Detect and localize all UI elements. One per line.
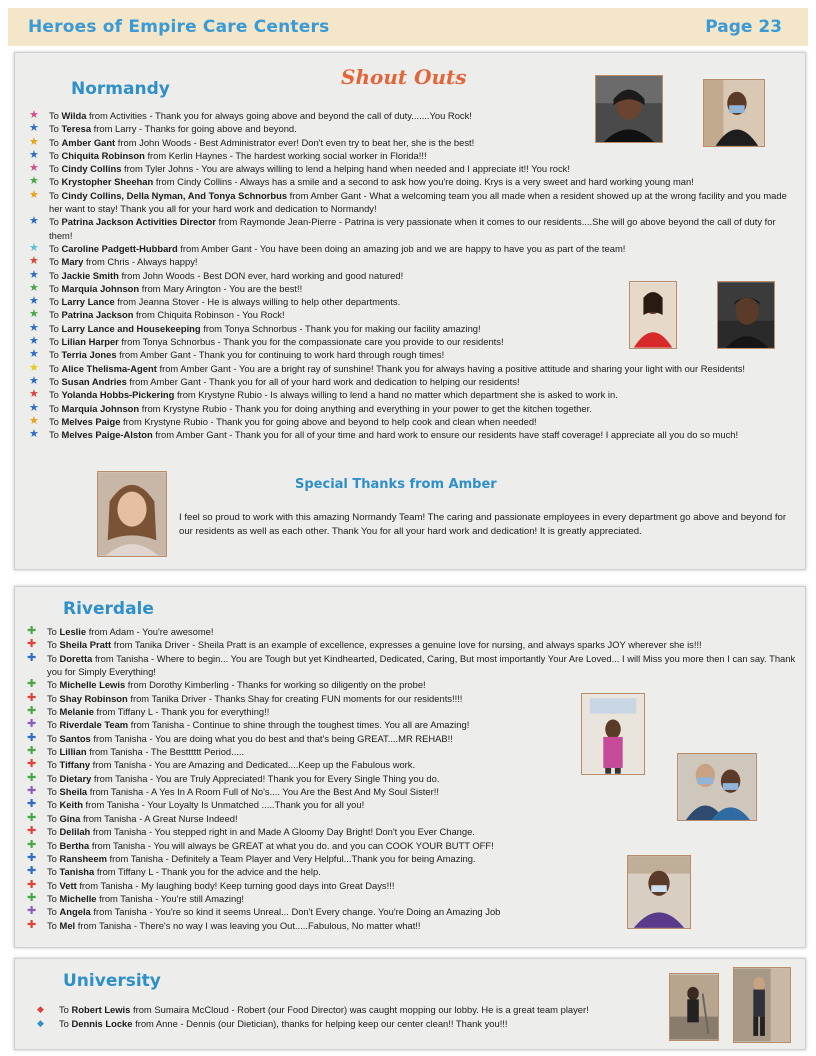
recipient-name: Melves Paige-Alston (61, 429, 153, 441)
recipient-name: Keith (59, 799, 83, 811)
recipient-name: Sheila (59, 786, 88, 798)
bullet-icon: ★ (29, 374, 39, 387)
recipient-name: Mary (61, 256, 84, 268)
bullet-icon: ✚ (27, 678, 37, 691)
page-number: Page 23 (705, 17, 782, 37)
recipient-name: Alice Thelisma-Agent (61, 362, 157, 374)
newsletter-title: Heroes of Empire Care Centers (28, 17, 330, 37)
shoutout-item (27, 162, 793, 175)
bullet-icon: ✚ (27, 718, 37, 731)
shoutout-text: from Amber Gant - You are a bright ray of sunshine! Thank you for always having a positive attitude and sharing your light with our Residents! (156, 362, 746, 374)
shoutout-text: To (49, 375, 62, 387)
shoutout-item (27, 402, 793, 415)
shoutout-text: To (47, 692, 60, 704)
shoutout-text: To (47, 719, 60, 731)
shoutout-item (27, 282, 793, 295)
shoutout-text: To (49, 149, 62, 161)
bullet-icon: ★ (29, 295, 39, 308)
shoutout-text: from Krystyne Rubio - Thank you for going above and beyond to help cook and clean when needed! (120, 415, 537, 427)
shoutout-item (27, 269, 793, 282)
shoutout-text: To (49, 389, 62, 401)
bullet-icon: ★ (29, 255, 39, 268)
shoutout-text: To (47, 746, 60, 758)
shoutout-text: from Tanisha - You're so kind it seems Unreal... Don't Every change. You're Doing an Amazing Job (90, 906, 501, 918)
shoutout-item (27, 388, 793, 401)
shoutout-text: To (59, 1004, 72, 1015)
shoutout-text: from Amber Gant - Thank you for all of your hard work and dedication to helping our residents! (126, 375, 520, 387)
recipient-name: Cindy Collins (61, 163, 122, 175)
bullet-icon: ✚ (27, 638, 37, 651)
bullet-icon: ✚ (27, 625, 37, 637)
bullet-icon: ★ (29, 388, 39, 401)
shoutout-item (27, 375, 793, 388)
shoutout-text: from Amber Gant - You have been doing an amazing job and we are happy to have you as part of the team! (177, 242, 626, 254)
bullet-icon: ✚ (27, 651, 37, 664)
shoutout-text: To (47, 839, 60, 851)
bullet-icon: ★ (29, 135, 39, 148)
shoutout-text: To (49, 242, 62, 254)
recipient-name: Mel (59, 919, 76, 931)
shoutout-item (25, 825, 801, 838)
recipient-name: Caroline Padgett-Hubbard (61, 242, 178, 254)
shoutout-text: To (47, 879, 60, 891)
shoutout-text: from Mary Arington - You are the best!! (139, 282, 303, 294)
shoutout-text: from John Woods - Best Administrator ever! Don't even try to beat her, she is the best! (115, 136, 475, 148)
university-title: University (63, 971, 161, 991)
recipient-name: Bertha (59, 839, 90, 851)
shoutout-item (27, 308, 793, 321)
recipient-name: Shay Robinson (59, 692, 128, 704)
shoutout-text: from Tyler Johns - You are always willing to lend a helping hand when needed and I appreciate it!! You rock! (121, 163, 570, 175)
shoutout-text: To (49, 176, 62, 188)
shoutout-item (27, 322, 793, 335)
special-thanks-text: I feel so proud to work with this amazing Normandy Team! The caring and passionate employees in every department go above and beyond for our residents as well as each other. Thank You for all your hard work and dedication! It is greatly appreciated. (179, 512, 787, 537)
recipient-name: Terria Jones (61, 349, 117, 361)
shoutout-text: from Tanisha - There's no way I was leaving you Out.....Fabulous, No matter what!! (75, 919, 421, 931)
shoutout-text: To (47, 866, 60, 878)
bullet-icon: ★ (29, 215, 39, 228)
recipient-name: Lillian (59, 746, 87, 758)
shoutout-text: To (49, 429, 62, 441)
shoutout-item (27, 149, 793, 162)
recipient-name: Melanie (59, 706, 94, 718)
recipient-name: Vett (59, 879, 77, 891)
shoutout-text: from Tanisha - A Yes In A Room Full of No's.... You Are the Best And My Soul Sister!! (87, 786, 439, 798)
shoutout-text: from Larry - Thanks for going above and beyond. (91, 123, 297, 135)
shoutout-item (27, 175, 793, 188)
shoutout-item (25, 705, 801, 718)
bullet-icon: ✚ (27, 758, 37, 771)
staff-photo (733, 967, 791, 1043)
shoutout-item (27, 428, 793, 441)
shoutout-item (27, 415, 793, 428)
bullet-icon: ★ (29, 162, 39, 175)
shoutout-text: from John Woods - Best DON ever, hard working and good natured! (118, 269, 404, 281)
shoutout-text: To (49, 256, 62, 268)
recipient-name: Gina (59, 812, 81, 824)
shoutout-text: from Tanisha - You stepped right in and Made A Gloomy Day Bright! Don't you Ever Change. (90, 826, 475, 838)
bullet-icon: ★ (29, 321, 39, 334)
bullet-icon: ★ (29, 241, 39, 254)
shoutout-text: from Tanisha - You are Amazing and Dedicated....Keep up the Fabulous work. (90, 759, 416, 771)
staff-photo (669, 973, 719, 1041)
shoutout-text: To (47, 772, 60, 784)
shoutout-text: To (47, 799, 60, 811)
bullet-icon: ✚ (27, 905, 37, 918)
bullet-icon: ★ (29, 148, 39, 161)
recipient-name: Lilian Harper (61, 336, 119, 348)
shoutout-item (27, 242, 793, 255)
shoutout-text: To (49, 110, 62, 121)
shoutout-text: To (47, 706, 60, 718)
recipient-name: Riverdale Team (59, 719, 129, 731)
recipient-name: Cindy Collins, Della Nyman, And Tonya Schnorbus (61, 189, 288, 201)
shoutout-text: from Tiffany L - Thank you for the advice and the help. (94, 866, 321, 878)
shoutout-text: from Tanisha - You will always be GREAT at what you do. and you can COOK YOUR BUTT OFF! (89, 839, 494, 851)
bullet-icon: ★ (29, 401, 39, 414)
shoutout-item (25, 678, 801, 691)
recipient-name: Susan Andries (61, 375, 127, 387)
shoutout-item (27, 215, 793, 242)
shoutout-text: from Tanisha - Definitely a Team Player and Very Helpful...Thank you for being Amazing. (106, 852, 476, 864)
shoutout-text: from Kerlin Haynes - The hardest working social worker in Florida!!! (144, 149, 427, 161)
shoutout-text: To (47, 786, 60, 798)
recipient-name: Santos (59, 732, 91, 744)
recipient-name: Melves Paige (61, 415, 121, 427)
amber-photo (97, 471, 167, 557)
shoutout-text: To (49, 296, 62, 308)
recipient-name: Doretta (59, 652, 93, 664)
bullet-icon: ✚ (27, 731, 37, 744)
shoutout-text: To (59, 1018, 72, 1029)
bullet-icon: ★ (29, 188, 39, 201)
bullet-icon: ★ (29, 109, 39, 121)
shoutout-text: To (49, 322, 62, 334)
shoutout-item (33, 1003, 673, 1017)
recipient-name: Teresa (61, 123, 92, 135)
recipient-name: Angela (59, 906, 91, 918)
shoutout-text: To (49, 123, 62, 135)
shoutout-text: from Tanisha - My laughing body! Keep turning good days into Great Days!!! (76, 879, 395, 891)
shoutout-item (33, 1017, 673, 1031)
shoutout-text: To (49, 402, 62, 414)
shoutout-item (25, 732, 801, 745)
shoutout-text: from Tanisha - You are Truly Appreciated! Thank you for Every Single Thing you do. (91, 772, 440, 784)
shoutout-text: To (49, 136, 62, 148)
recipient-name: Wilda (61, 110, 87, 121)
recipient-name: Tanisha (59, 866, 95, 878)
bullet-icon: ★ (29, 335, 39, 348)
shoutout-text: To (47, 919, 60, 931)
shoutout-text: from Tanika Driver - Thanks Shay for creating FUN moments for our residents!!!! (127, 692, 463, 704)
bullet-icon: ✚ (27, 865, 37, 878)
shoutout-text: from Tanisha - Continue to shine through the toughest times. You all are Amazing! (128, 719, 470, 731)
shoutout-text: To (47, 826, 60, 838)
shoutout-text: To (49, 269, 62, 281)
bullet-icon: ✚ (27, 811, 37, 824)
recipient-name: Jackie Smith (61, 269, 119, 281)
shoutout-text: from Tonya Schnorbus - Thank you for the compassionate care you provide to our residents! (118, 336, 504, 348)
shoutout-text: from Tiffany L - Thank you for everything!! (93, 706, 270, 718)
recipient-name: Chiquita Robinson (61, 149, 145, 161)
recipient-name: Krystopher Sheehan (61, 176, 154, 188)
bullet-icon: ★ (29, 348, 39, 361)
shoutout-text: To (47, 812, 60, 824)
recipient-name: Patrina Jackson (61, 309, 134, 321)
staff-photo (581, 693, 645, 775)
recipient-name: Marquia Johnson (61, 282, 140, 294)
shoutout-text: To (49, 216, 62, 228)
shoutout-item (27, 136, 793, 149)
shoutout-text: from Krystyne Rubio - Is always willing to lend a hand no matter which department she is asked to work in. (174, 389, 618, 401)
shoutout-text: from Amber Gant - Thank you for all of your time and hard work to ensure our residents have staff coverage! I appreciate all you do so much! (152, 429, 739, 441)
recipient-name: Larry Lance (61, 296, 115, 308)
recipient-name: Dietary (59, 772, 92, 784)
recipient-name: Marquia Johnson (61, 402, 140, 414)
shoutout-item (25, 625, 801, 638)
normandy-shoutout-list (27, 109, 793, 441)
shoutout-text: from Tanisha - You are doing what you do best and that's being GREAT....MR REHAB!! (90, 732, 453, 744)
recipient-name: Larry Lance and Housekeeping (61, 322, 201, 334)
staff-photo (627, 855, 691, 929)
shoutout-text: To (47, 626, 60, 637)
bullet-icon: ★ (29, 175, 39, 188)
bullet-icon: ✚ (27, 918, 37, 931)
shoutout-text: from Tanisha - The Bestttttt Period..... (86, 746, 245, 758)
shoutout-text: from Adam - You're awesome! (86, 626, 214, 637)
shoutout-text: To (47, 652, 60, 664)
shoutout-item (27, 189, 793, 216)
shoutout-text: To (47, 759, 60, 771)
bullet-icon: ✚ (27, 771, 37, 784)
shoutout-item (27, 335, 793, 348)
bullet-icon: ★ (29, 414, 39, 427)
shoutout-item (27, 109, 793, 122)
shoutout-text: To (47, 906, 60, 918)
university-panel (14, 958, 806, 1050)
normandy-title: Normandy (71, 79, 170, 99)
shoutout-text: from Tanisha - Where to begin... You are Tough but yet Kindhearted, Dedicated, Caring, But most importantly Your Are Loved... I will Miss you more then I can say. Thank you for Simply Everything! (47, 652, 796, 678)
shoutout-text: To (49, 349, 62, 361)
riverdale-panel (14, 586, 806, 948)
shoutout-item (25, 638, 801, 651)
shoutout-text: To (47, 852, 60, 864)
recipient-name: Delilah (59, 826, 91, 838)
recipient-name: Michelle (59, 892, 97, 904)
shoutout-item (25, 652, 801, 679)
bullet-icon: ✚ (27, 838, 37, 851)
shoutout-text: To (49, 415, 62, 427)
shoutout-text: from Activities - Thank you for always going above and beyond the call of duty.......You Rock! (86, 110, 472, 121)
shoutout-text: from Tanisha - A Great Nurse Indeed! (80, 812, 238, 824)
bullet-icon: ★ (29, 281, 39, 294)
shoutout-text: from Tanisha - Your Loyalty Is Unmatched .....Thank you for all you! (82, 799, 365, 811)
shoutout-text: To (47, 732, 60, 744)
shoutout-text: from Amber Gant - What a welcoming team you all made when a resident showed up at the wrong facility and you made her want to stay! Thank you all for your hard work and dedication to Normandy! (49, 189, 787, 215)
shout-outs-title: Shout Outs (341, 65, 467, 89)
shoutout-text: from Raymonde Jean-Pierre - Patrina is very passionate when it comes to our residents....She will go above beyond the call of duty for them! (49, 216, 776, 241)
bullet-icon: ★ (29, 268, 39, 281)
shoutout-text: To (47, 892, 60, 904)
riverdale-title: Riverdale (63, 599, 154, 619)
bullet-icon: ✚ (27, 798, 37, 811)
shoutout-item (25, 692, 801, 705)
shoutout-text: from Krystyne Rubio - Thank you for doing anything and everything in your power to get the kitchen together. (139, 402, 592, 414)
bullet-icon: ✚ (27, 878, 37, 891)
bullet-icon: ★ (29, 122, 39, 135)
recipient-name: Yolanda Hobbs-Pickering (61, 389, 175, 401)
bullet-icon: ◆ (37, 1018, 44, 1028)
shoutout-text: from Jeanna Stover - He is always willing to help other departments. (114, 296, 401, 308)
bullet-icon: ◆ (37, 1004, 44, 1014)
shoutout-item (25, 718, 801, 731)
shoutout-text: from Chris - Always happy! (83, 256, 198, 268)
shoutout-text: from Chiquita Robinson - You Rock! (133, 309, 285, 321)
special-thanks-title: Special Thanks from Amber (295, 477, 497, 492)
recipient-name: Michelle Lewis (59, 679, 126, 691)
shoutout-text: To (49, 309, 62, 321)
normandy-panel (14, 52, 806, 570)
shoutout-item (25, 839, 801, 852)
shoutout-text: from Tonya Schnorbus - Thank you for making our facility amazing! (200, 322, 481, 334)
staff-photo (677, 753, 757, 821)
shoutout-text: To (49, 282, 62, 294)
shoutout-text: from Amber Gant - Thank you for continuing to work hard through rough times! (116, 349, 445, 361)
recipient-name: Amber Gant (61, 136, 116, 148)
shoutout-text: To (47, 679, 60, 691)
shoutout-text: To (49, 189, 62, 201)
shoutout-text: from Cindy Collins - Always has a smile and a second to ask how you're doing. Krys is a very sweet and hard working young man! (153, 176, 694, 188)
bullet-icon: ★ (29, 361, 39, 374)
shoutout-item (27, 348, 793, 361)
bullet-icon: ✚ (27, 745, 37, 758)
shoutout-text: from Tanika Driver - Sheila Pratt is an example of excellence, expresses a genuine love for nursing, and always sparks JOY wherever she is!!! (111, 639, 702, 651)
shoutout-item (27, 362, 793, 375)
bullet-icon: ✚ (27, 891, 37, 904)
bullet-icon: ★ (29, 428, 39, 441)
shoutout-text: from Anne - Dennis (our Dietician), thanks for helping keep our center clean!! Thank you!!! (132, 1018, 508, 1029)
shoutout-text: To (47, 639, 60, 651)
bullet-icon: ✚ (27, 851, 37, 864)
shoutout-text: To (49, 336, 62, 348)
bullet-icon: ✚ (27, 691, 37, 704)
bullet-icon: ✚ (27, 825, 37, 838)
shoutout-item (27, 295, 793, 308)
recipient-name: Leslie (59, 626, 87, 637)
university-shoutout-list (33, 1003, 673, 1031)
recipient-name: Sheila Pratt (59, 639, 112, 651)
shoutout-item (27, 255, 793, 268)
shoutout-item (27, 122, 793, 135)
recipient-name: Dennis Locke (71, 1018, 133, 1029)
shoutout-text: from Tanisha - You're still Amazing! (96, 892, 245, 904)
recipient-name: Ransheem (59, 852, 107, 864)
bullet-icon: ✚ (27, 785, 37, 798)
shoutout-text: from Dorothy Kimberling - Thanks for working so diligently on the probe! (125, 679, 426, 691)
bullet-icon: ✚ (27, 705, 37, 718)
recipient-name: Robert Lewis (71, 1004, 131, 1015)
recipient-name: Patrina Jackson Activities Director (61, 216, 216, 228)
recipient-name: Tiffany (59, 759, 91, 771)
page-header (8, 8, 808, 46)
shoutout-text: To (49, 362, 62, 374)
bullet-icon: ★ (29, 308, 39, 321)
shoutout-text: from Sumaira McCloud - Robert (our Food Director) was caught mopping our lobby. He is a great team player! (130, 1004, 589, 1015)
shoutout-text: To (49, 163, 62, 175)
